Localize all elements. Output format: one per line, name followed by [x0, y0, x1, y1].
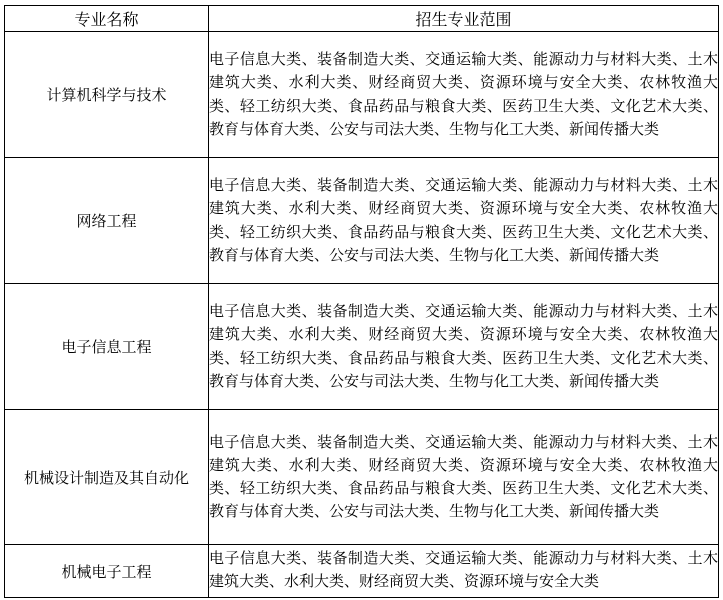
- table-row: [5, 158, 719, 284]
- table-row: [5, 32, 719, 158]
- enrollment-range-cell-partial: [209, 545, 719, 598]
- enrollment-range-cell: 电子信息大类、装备制造大类、交通运输大类、能源动力与材料大类、土木建筑大类、水利大类、财经商贸大类、资源环境与安全大类、农林牧渔大类、轻工纺织大类、食品药品与粮食大类、医药卫生大类、文化艺术大类、教育与体育大类、公安与司法大类、生物与化工大类、新闻传播大类: [209, 158, 719, 284]
- table-header-row: [5, 6, 719, 32]
- enrollment-range-cell: 电子信息大类、装备制造大类、交通运输大类、能源动力与材料大类、土木建筑大类、水利大类、财经商贸大类、资源环境与安全大类、农林牧渔大类、轻工纺织大类、食品药品与粮食大类、医药卫生大类、文化艺术大类、教育与体育大类、公安与司法大类、生物与化工大类、新闻传播大类: [209, 32, 719, 158]
- major-name-cell: 网络工程: [5, 158, 209, 284]
- major-name-cell: 机械设计制造及其自动化: [5, 410, 209, 545]
- major-name-cell: 计算机科学与技术: [5, 32, 209, 158]
- enrollment-range-cell: 电子信息大类、装备制造大类、交通运输大类、能源动力与材料大类、土木建筑大类、水利大类、财经商贸大类、资源环境与安全大类、农林牧渔大类、轻工纺织大类、食品药品与粮食大类、医药卫生大类、文化艺术大类、教育与体育大类、公安与司法大类、生物与化工大类、新闻传播大类: [209, 284, 719, 410]
- admissions-table: [4, 5, 719, 598]
- major-name-cell: 机械电子工程: [5, 545, 209, 598]
- table-row: [5, 545, 719, 598]
- table-row: [5, 284, 719, 410]
- major-name-cell: 电子信息工程: [5, 284, 209, 410]
- header-enrollment-range: 招生专业范围: [209, 6, 719, 32]
- header-major-name: 专业名称: [5, 6, 209, 32]
- table-row: [5, 410, 719, 545]
- enrollment-range-text: 电子信息大类、装备制造大类、交通运输大类、能源动力与材料大类、土木建筑大类、水利大类、财经商贸大类、资源环境与安全大类: [209, 549, 718, 591]
- enrollment-range-cell: 电子信息大类、装备制造大类、交通运输大类、能源动力与材料大类、土木建筑大类、水利大类、财经商贸大类、资源环境与安全大类、农林牧渔大类、轻工纺织大类、食品药品与粮食大类、医药卫生大类、文化艺术大类、教育与体育大类、公安与司法大类、生物与化工大类、新闻传播大类: [209, 410, 719, 545]
